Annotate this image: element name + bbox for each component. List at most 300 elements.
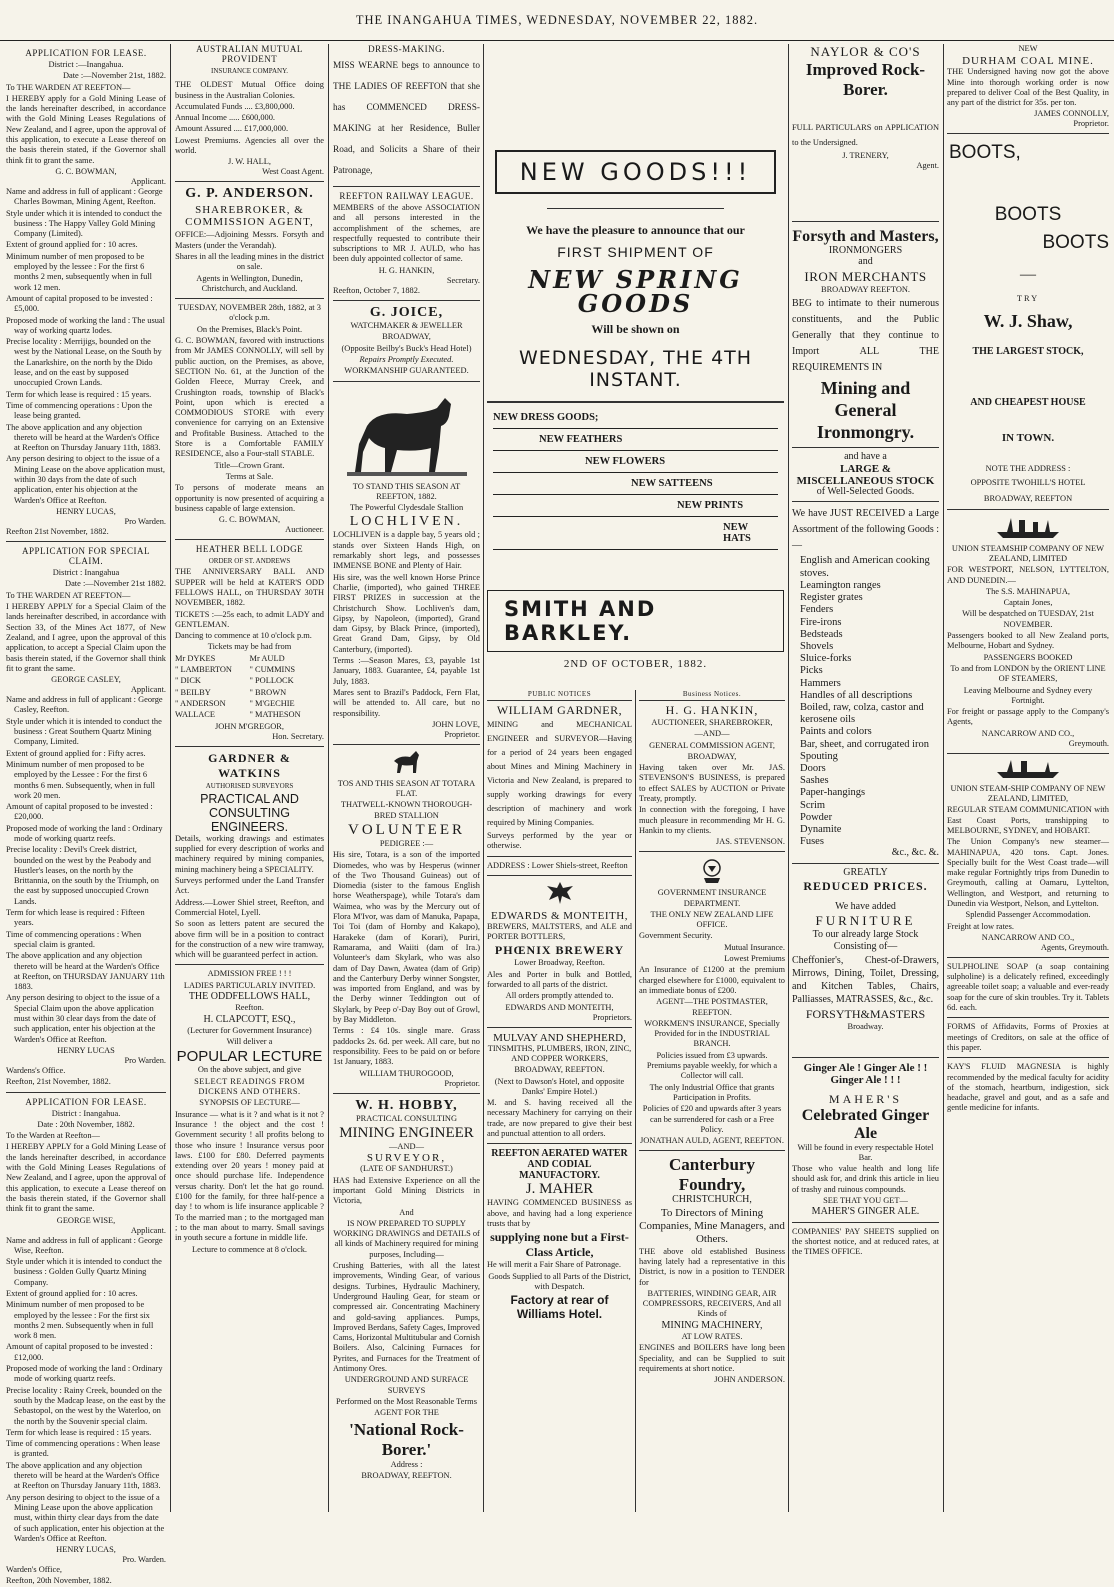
goods-item: Doors — [800, 762, 826, 774]
text: District :—Inangahua. — [48, 60, 124, 69]
lease-detail: Term for which lease is required : 15 years. — [6, 389, 152, 399]
text: UNION STEAMSHIP COMPANY OF NEW ZEALAND, LIMITED — [951, 543, 1105, 563]
text: WORKMEN'S INSURANCE, Specially Provided for in the INDUSTRIAL BRANCH. — [644, 1018, 780, 1049]
text: The S.S. MAHINAPUA, — [986, 586, 1070, 596]
steamship-icon — [947, 514, 1109, 540]
lease-detail: Proposed mode of working the land : The usual way of working quartz lodes. — [6, 315, 165, 335]
text: The only Industrial Office that grants Participation in Profits. — [649, 1082, 775, 1102]
lease-detail: Name and address in full of applicant : George Wise, Reefton. — [6, 1235, 163, 1255]
text: KAY'S FLUID MAGNESIA is highly recommended by the medical faculty for acidity of the stomach, heartburn, indigestion, sick headache, gravel and gout, and as a safe and gentle medicine for infants. — [947, 1062, 1109, 1113]
signature: Secretary. — [446, 275, 480, 285]
goods-item: Sashes — [800, 775, 829, 787]
text: and — [858, 256, 873, 268]
text: We have JUST RECEIVED a Large Assortment of the following Goods :— — [792, 508, 939, 552]
text: Tickets may be had from — [207, 642, 292, 652]
text: COMPANIES' PAY SHEETS supplied on the shortest notice, and at reduced rates, at the TIMES OFFICE. — [792, 1226, 939, 1257]
signature: Greymouth. — [1068, 738, 1109, 748]
factory-title: REEFTON AERATED WATER AND CODIAL MANUFACTORY. — [491, 1148, 628, 1182]
ticket-seller: Mr DYKES — [175, 653, 216, 663]
new-goods-line: NEW SATTEENS — [493, 473, 778, 495]
ticket-sellers — [175, 654, 324, 722]
railway-title: REEFTON RAILWAY LEAGUE. — [339, 191, 474, 201]
goods-item: Hammers — [800, 677, 841, 689]
text: Date :—November 21st 1882. — [65, 579, 166, 589]
divider — [175, 964, 324, 965]
text: Splendid Passenger Accommodation. — [965, 910, 1091, 920]
signature: JOHN ANDERSON. — [714, 1375, 785, 1385]
text: THE above old established Business having lately had a representative in this District, is now in a position to TENDER for — [639, 1246, 785, 1287]
text: Lower Broadway, Reefton. — [514, 958, 605, 968]
ticket-seller: " DICK — [175, 676, 201, 686]
text: To THE WARDEN AT REEFTON— — [6, 82, 131, 92]
goods-item: Picks — [800, 665, 823, 677]
claim-detail: Time of commencing operations : When special claim is granted. — [6, 929, 142, 949]
text: I HEREBY apply for a Gold Mining Lease of the lands hereinafter described, in accordance with the Gold Mining Leases Regulations of New Zealand, and I agree, upon the approval of this application, to execute a Lease thereof on the basis therein stated, if the Governor shall think fit to grant the same. — [6, 93, 166, 165]
text: BREWERS, MALTSTERS, and ALE and PORTER BOTTLERS, — [487, 921, 632, 942]
claim-detail: Name and address in full of applicant : George Casley, Reefton. — [6, 695, 163, 715]
text: Reefton, October 7, 1882. — [333, 285, 420, 295]
text: Details, working drawings and estimates supplied for every description of works and machinery required by mining companies, mining machinery being a SPECIALITY. — [175, 833, 324, 874]
lease-detail: Style under which it is intended to conduct the business : Golden Gully Quartz Mining Company. — [6, 1257, 162, 1287]
lease-detail: Amount of capital proposed to be invested : £5,000. — [6, 293, 153, 314]
masthead: THE INANGAHUA TIMES, WEDNESDAY, NOVEMBER 22, 1882. — [0, 0, 1114, 41]
crest-icon — [639, 856, 785, 884]
text: To THE WARDEN AT REEFTON— — [6, 590, 131, 600]
text: MINING and MECHANICAL ENGINEER and SURVEYOR—Having for a period of 24 years been engaged about Mines and Mining Machinery in Victoria and New Zealand, is prepared to supply working drawings for every description of machinery and work required by Mining Companies. — [487, 720, 632, 827]
text: HAS had Extensive Experience on all the important Gold Mining Districts in Victoria, — [333, 1175, 480, 1206]
divider — [487, 1143, 632, 1144]
text: of Well-Selected Goods. — [816, 486, 915, 498]
text: Leaving Melbourne and Sydney every Fortnight. — [963, 685, 1093, 705]
text: TUESDAY, NOVEMBER 28th, 1882, at 3 o'clock p.m. — [178, 303, 321, 323]
new-goods-line: NEW PRINTS — [493, 495, 778, 517]
ticket-seller: WALLACE — [175, 710, 216, 720]
divider — [333, 744, 480, 745]
iron-merchants: IRON MERCHANTS — [804, 268, 927, 284]
column-1 — [6, 44, 166, 1586]
maher-name: J. MAHER — [525, 1181, 594, 1198]
divider — [6, 1092, 166, 1093]
signature: HENRY LUCAS — [57, 1045, 115, 1055]
mining-engineer: MINING ENGINEER — [339, 1124, 474, 1141]
text: THE Undersigned having now got the above Mine into thorough working order is now prepared to deliver Coal of the Best Quality, in any part of the district for 35s. per ton. — [947, 67, 1109, 108]
text: THE ANNIVERSARY BALL AND SUPPER will be held at KATER'S ODD FELLOWS HALL, on THURSDAY 30TH NOVEMBER, 1882. — [175, 567, 324, 608]
cheapest-house: AND CHEAPEST HOUSE — [970, 396, 1086, 408]
goods-item: Register grates — [800, 592, 863, 604]
furniture-heading: FURNITURE — [815, 913, 916, 929]
column-6 — [639, 690, 785, 1512]
text: H. CLAPCOTT, ESQ., — [203, 1013, 296, 1025]
text: Passengers booked to all New Zealand ports, Melbourne, Hobart and Sydney. — [947, 631, 1109, 651]
lease-detail: Name and address in full of applicant : George Charles Bowman, Mining Agent, Reefton. — [6, 186, 163, 207]
text: All orders promptly attended to. — [505, 991, 614, 1001]
text: I HEREBY APPLY for a Gold Mining Lease of the lands hereinafter described, in accordance with the Gold Mining Leases Regulations of New Zealand, and I agree, upon the approval of this application, to execute a Lease thereof on the basis therein stated, if the Governor shall think fit to grant the same. — [6, 1142, 166, 1214]
goods-item: Dynamite — [800, 823, 842, 835]
text: REGULAR STEAM COMMUNICATION with East Coast Ports, transhipping to MELBOURNE, SYDNEY, and HOBART. — [947, 805, 1109, 835]
text: BATTERIES, WINDING GEAR, AIR COMPRESSORS, RECEIVERS, And all Kinds of — [642, 1288, 782, 1319]
foundry-name: Canterbury Foundry, — [669, 1155, 755, 1195]
divider — [947, 1017, 1109, 1018]
text: (Next to Dawson's Hotel, and opposite Danks' Empire Hotel.) — [494, 1076, 625, 1096]
signature: Proprietors. — [592, 1012, 632, 1022]
public-notices-label: PUBLIC NOTICES — [527, 690, 592, 698]
text: NEW — [1018, 44, 1038, 53]
durham-coal-title: DURHAM COAL MINE. — [962, 55, 1094, 68]
text: Title—Crown Grant. — [214, 460, 285, 470]
special-claim-title: APPLICATION FOR SPECIAL CLAIM. — [21, 546, 151, 567]
text: UNDERGROUND AND SURFACE SURVEYS — [344, 1375, 469, 1395]
first-class-article: supplying none but a First-Class Article, — [490, 1230, 629, 1260]
lease-detail: The above application and any objection thereto will be heard at the Warden's Office at Reefton on Thursday January 11th, 1883. — [6, 422, 161, 453]
text: and have a — [844, 450, 887, 462]
claim-detail: Extent of ground applied for : Fifty acres. — [6, 748, 146, 758]
text: On the above subject, and give — [197, 1065, 302, 1075]
text: District : Inangahua — [52, 568, 120, 578]
column-rule — [788, 44, 789, 1512]
goods-item: Paints and colors — [800, 726, 872, 738]
text: The Powerful Clydesdale Stallion — [349, 503, 464, 513]
divider — [547, 208, 724, 209]
steamship-icon — [947, 758, 1109, 780]
lease-detail: Precise locality : Rainy Creek, bounded on the south by the Madcap lease, on the east by the Sebastopol, on the west by the Waterloo, on the north by the Souvenir special claim. — [6, 1385, 166, 1426]
fm-signature: FORSYTH&MASTERS — [805, 1007, 926, 1022]
text: ADMISSION FREE ! ! ! — [207, 969, 292, 979]
text: An Insurance of £1200 at the premium charged elsewhere for £1000, equivalent to an immediate bonus of £200. — [639, 965, 785, 995]
text: Wardens's Office. — [6, 1065, 66, 1075]
text: MAHER'S GINGER ALE. — [811, 1206, 920, 1218]
divider — [792, 221, 939, 222]
boots-1: BOOTS, — [949, 142, 1021, 164]
divider — [6, 541, 166, 542]
goods-item: Paper-hangings — [800, 787, 866, 799]
horse-illustration — [333, 386, 480, 478]
amp-figure: Annual Income ..... £600,000. — [175, 113, 276, 123]
text: MINING MACHINERY, — [661, 1319, 763, 1331]
signature: Pro Warden. — [124, 1055, 166, 1065]
text: TRY — [1016, 294, 1040, 304]
column-rule — [635, 690, 636, 1512]
popular-lecture: POPULAR LECTURE — [176, 1048, 323, 1066]
reduced-prices: REDUCED PRICES. — [803, 878, 928, 893]
text: IS NOW PREPARED TO SUPPLY WORKING DRAWINGS and DETAILS of all kinds of Machinery required for mining purposes, Including— — [333, 1218, 480, 1259]
text: Government Security. — [639, 931, 713, 941]
signature: Pro. Warden. — [122, 1555, 166, 1565]
lease-detail: Any person desiring to object to the issue of a Mining Lease on the above application must, within 30 days from the date of such application, enter his objection at the Warden's Office at Reefton. — [6, 454, 165, 505]
text: Policies issued from £3 upwards. Premiums payable weekly, for which a Collector will call. — [646, 1050, 778, 1081]
lease-detail: Extent of ground applied for : 10 acres. — [6, 1288, 138, 1298]
text: —AND— — [694, 729, 730, 739]
text: LADIES PARTICULARLY INVITED. — [183, 980, 316, 990]
brewery-name: PHŒNIX BREWERY — [494, 943, 625, 958]
new-goods-line: NEW FLOWERS — [493, 451, 778, 473]
column-rule — [328, 44, 329, 1512]
text: Agents in Wellington, Dunedin, Christchurch, and Auckland. — [196, 273, 303, 293]
text: CHRISTCHURCH, — [672, 1194, 752, 1206]
column-5 — [487, 690, 632, 1512]
text: PRACTICAL CONSULTING — [355, 1113, 458, 1123]
text: PASSENGERS BOOKED — [983, 652, 1073, 662]
text: Broadway. — [847, 1022, 884, 1032]
text: Shares in all the leading mines in the district on sale. — [175, 251, 324, 272]
text: GOVERNMENT INSURANCE DEPARTMENT. — [657, 888, 767, 908]
signature: GEORGE CASLEY, — [51, 675, 121, 685]
text: To and from LONDON by the ORIENT LINE OF STEAMERS, — [950, 663, 1106, 684]
text: TINSMITHS, PLUMBERS, IRON, ZINC, AND COPPER WORKERS, — [487, 1043, 632, 1063]
new-goods-line: NEW FEATHERS — [493, 429, 778, 451]
signature: JAMES CONNOLLY, — [1034, 109, 1109, 119]
signature: J. TRENERY, — [842, 151, 889, 160]
text: PEDIGREE :— — [379, 838, 434, 848]
first-shipment: FIRST SHIPMENT OF — [557, 244, 714, 260]
text: Surveys performed by the year or otherwise. — [487, 831, 632, 851]
signature: G. C. BOWMAN, — [218, 515, 281, 525]
em-name: EDWARDS & MONTEITH, — [491, 909, 628, 922]
naylor-title: NAYLOR & CO'S — [810, 44, 921, 59]
divider — [639, 700, 785, 701]
signature: J. W. HALL, — [227, 157, 272, 167]
text: To our already large Stock Consisting of— — [812, 929, 919, 953]
text: BROADWAY, REEFTON. — [514, 1065, 605, 1075]
ms-name: MULVAY AND SHEPHERD, — [493, 1031, 626, 1044]
text: Those who value health and long life should ask for, and drink this article in lieu of trashy and ruinous compounds. — [792, 1164, 939, 1194]
text: AUTHORISED SURVEYORS — [205, 781, 294, 790]
text: (LATE OF SANDHURST.) — [360, 1164, 453, 1174]
lodge-title: HEATHER BELL LODGE — [195, 544, 304, 555]
new-goods-ad — [487, 44, 784, 684]
text: SULPHOLINE SOAP (a soap containing sulpholine) is a delicately refined, exceedingly agreeable toilet soap; a valuable and ever-ready soap for the cure of skin troubles. Try it. Tablets 6d. each. — [947, 961, 1109, 1013]
text: Will be despatched on TUESDAY, 21st NOVEMBER. — [962, 609, 1094, 629]
divider — [792, 447, 939, 448]
text: WATCHMAKER & JEWELLER — [350, 321, 463, 331]
goods-item: Bar, sheet, and corrugated iron — [800, 738, 930, 750]
text: FULL PARTICULARS on APPLICATION to the Undersigned. — [792, 123, 939, 147]
text: JONATHAN AULD, AGENT, REEFTON. — [640, 1136, 784, 1146]
divider — [947, 1057, 1109, 1058]
text: THE ODDFELLOWS HALL, — [188, 991, 311, 1002]
claim-detail: Precise locality : Devil's Creek district, bounded on the west by the Peabody and Hustler's leases, on the north by the Brittannia, on the south by the Triumph, on the east by supposed unoccupied Crown Lands. — [6, 845, 159, 906]
signature: Proprietor. — [444, 1078, 480, 1088]
new-goods-line: NEW HATS — [493, 517, 778, 550]
factory-location: Factory at rear of Williams Hotel. — [510, 1293, 609, 1322]
claim-detail: Style under which it is intended to conduct the business : Great Southern Quartz Mining Company, Limited. — [6, 716, 162, 747]
firm-banner — [487, 590, 784, 652]
text: He will merit a Fair Share of Patronage. — [487, 1260, 621, 1270]
divider — [639, 851, 785, 852]
text: AGENT—THE POSTMASTER, REEFTON. — [656, 997, 768, 1017]
text: Date :—November 21st, 1882. — [62, 71, 166, 81]
text: Lecture to commence at 8 o'clock. — [192, 1244, 307, 1254]
text: District : Inangahua. — [51, 1108, 121, 1118]
text: Lowest Premiums — [724, 954, 785, 964]
divider — [333, 1093, 480, 1094]
text: Performed on the Most Reasonable Terms — [336, 1396, 477, 1406]
text: Will deliver a — [226, 1037, 273, 1047]
text: SEE THAT YOU GET— — [823, 1196, 908, 1206]
dress-title: DRESS-MAKING. — [368, 44, 445, 54]
ginger-ale-title: Ginger Ale ! Ginger Ale ! ! Ginger Ale ! ! ! — [803, 1061, 928, 1086]
divider — [792, 1222, 939, 1223]
text: On the Premises, Black's Point. — [196, 324, 303, 334]
goods-item: Bedsteads — [800, 628, 843, 640]
announce-text: We have the pleasure to announce that our — [526, 223, 745, 237]
text: Policies of £20 and upwards after 3 years can be surrendered for cash or a Free Policy. — [642, 1104, 782, 1134]
volunteer-name: VOLUNTEER — [348, 821, 465, 838]
text: Reefton, 20th November, 1882. — [6, 1576, 112, 1586]
goods-item: Scrim — [800, 799, 826, 811]
eagle-icon — [487, 880, 632, 906]
signature: JAS. STEVENSON. — [715, 837, 785, 847]
text: We have added — [835, 900, 896, 912]
signature: Hon. Secretary. — [272, 731, 324, 741]
text: Mares sent to Brazil's Paddock, Fern Flat, will be attended to. All care, but no responsibility. — [333, 687, 480, 718]
text: Cheffonier's, Chest-of-Drawers, Mirrows, Dining, Toilet, Dressing, and Kitchen Tables, Chairs, Palliasses, MATRASSES, &c., &c. — [792, 955, 939, 1006]
lease-detail: Amount of capital proposed to be invested : £12,000. — [6, 1342, 153, 1362]
signature: NANCARROW AND CO., — [981, 932, 1075, 942]
anderson-name: G. P. ANDERSON. — [185, 186, 314, 202]
divider — [487, 875, 632, 876]
column-rule — [483, 44, 484, 1512]
text: BROADWAY, REEFTON — [983, 494, 1073, 504]
text: IRONMONGERS — [828, 245, 903, 256]
text: Reefton, 21st November, 1882. — [6, 1077, 111, 1087]
text: ADDRESS : Lower Shiels-street, Reefton — [487, 860, 628, 870]
divider — [487, 401, 784, 403]
text: TO STAND THIS SEASON AT REEFTON, 1882. — [352, 481, 461, 501]
divider — [175, 539, 324, 540]
goods-item: Handles of all descriptions — [800, 689, 913, 701]
text: WORKMANSHIP GUARANTEED. — [344, 366, 469, 376]
signature: Applicant. — [130, 1225, 166, 1235]
signature: Agents, Greymouth. — [1040, 942, 1109, 952]
divider — [175, 298, 324, 299]
lease-detail: Minimum number of men proposed to be employed by the lessee : For the first six months 2 men. Subsequently when in full work 8 men. — [6, 1300, 154, 1341]
lease-detail: Time of commencing operations : When lease is granted. — [6, 1439, 160, 1459]
divider — [947, 133, 1109, 134]
gw-big: PRACTICAL AND CONSULTING ENGINEERS. — [200, 791, 299, 834]
column-8: NEW DURHAM COAL MINE. THE Undersigned having now got the above Mine into thorough working order is now prepared to deliver Coal of the Best Quality, in any part of the district for 35s. per ton. JAMES CONNOLLY, Proprietor. BOOTS, BOOTS BOOTS — TRY W. J. Shaw, THE LARGEST STOCK, AND CHEAPEST HOUSE IN TOWN. NOTE THE ADDRESS : OPPOSITE TWOHILL'S HOTEL BROADWAY, REEFTON UNION STEAMSHIP COMPANY OF NEW ZEALAND, LIMITED FOR WESTPORT, NELSON, LYTTELTON, AND DUNEDIN.— The S.S. MAHINAPUA, Captain Jones, Will be despatched on TUESDAY, 21st NOVEMBER. Passengers booked to all New Zealand ports, Melbourne, Hobart and Sydney. PASSENGERS BOOKED To and from LONDON by the ORIENT LINE OF STEAMERS, Leaving Melbourne and Sydney every Fortnight. For freight or passage apply to the Company's Agents, NANCARROW AND CO., Greymouth. UNION STEAM-SHIP COMPANY OF NEW ZEALAND, LIMITED, REGULAR STEAM COMMUNICATION with East Coast Ports, transhipping to MELBOURNE, SYDNEY, and HOBART. The Union Company's new steamer— MAHINAPUA, 420 tons. Capt. Jones. Specially built for the West Coast trade—will make regular Fortnightly trips from Dunedin to Greymouth, calling at Oamaru, Lyttelton, Wellington, and Westport, and returning to Dunedin via Westport, Nelson, and Lyttelton. Splendid Passenger Accommodation. Freight at low rates. NANCARROW AND CO., Agents, Greymouth. SULPHOLINE SOAP (a soap containing sulpholine) is a delicately refined, exceedingly agreeable toilet soap; a valuable and ever-ready soap for the cure of skin troubles. Try it. Tablets 6d. each. FORMS of Affidavits, Forms of Proxies at meetings of Creditors, on sale at the office of this paper. KAY'S FLUID MAGNESIA is highly recommended by the medical faculty for acidity of the stomach, heartburn, indigestion, sick headache, gravel and gout, and as a safe and gentle medicine for infants. — [947, 44, 1109, 1113]
text: So soon as letters patent are secured the above firm will be in a position to contract for the construction of a new wire tramway, which will be guaranteed perfect in action. — [175, 919, 324, 960]
column-7 — [792, 44, 939, 1512]
text: Address.—Lower Shiel street, Reefton, and Commercial Hotel, Lyell. — [175, 897, 324, 917]
text: BROADWAY, — [382, 332, 431, 342]
lease-detail: Any person desiring to object to the issue of a Mining Lease upon the above application must, within thirty clear days from the date of such application, enter his objection at the Warden's Office at Reefton. — [6, 1492, 165, 1543]
text: I HEREBY APPLY for a Special Claim of the lands hereinafter described, in accordance with Section 33, of the Mines Act 1877, of New Zealand, and I agree, upon the approval of this application, to accept a Special Claim upon the basis therein stated, if the Governor shall think fit to grant the same. — [6, 602, 166, 673]
text: MEMBERS of the above ASSOCIATION and all persons interested in the accomplishment of the schemes, are respectfully requested to contribute their subscriptions to MR J. AULD, who has been duly appointed collector of same. — [333, 203, 480, 264]
goods-item: Sluice-forks — [800, 653, 852, 665]
goods-item: Fuses — [800, 836, 824, 848]
signature: G. C. BOWMAN, — [55, 166, 117, 176]
text: OPPOSITE TWOHILL'S HOTEL — [970, 478, 1086, 488]
text: Ales and Porter in bulk and Bottled, forwarded to all parts of the district. — [487, 969, 632, 990]
ticket-seller: Mr AULD — [249, 653, 285, 663]
ticket-seller: " ANDERSON — [175, 698, 226, 708]
divider — [175, 181, 324, 182]
signature: Proprietor. — [1073, 119, 1109, 129]
text: Captain Jones, — [1003, 598, 1053, 608]
divider — [487, 700, 632, 701]
ticket-seller: " BEILBY — [175, 687, 211, 697]
signature: Applicant. — [130, 176, 166, 186]
divider — [175, 746, 324, 747]
signature: WILLIAM THUROGOOD, — [359, 1068, 454, 1078]
text: For freight or passage apply to the Company's Agents, — [947, 707, 1109, 727]
goods-item: Shovels — [800, 640, 834, 652]
lease-detail: Term for which lease is required : 15 years. — [6, 1427, 152, 1437]
text: Mutual Insurance. — [724, 942, 785, 952]
text: GREATLY — [843, 866, 888, 878]
text: Terms :—Season Mares, £3, payable 1st January, 1883. Guarantee, £4, payable 1st July, 1883. — [333, 656, 480, 686]
shaw-name: W. J. Shaw, — [983, 310, 1073, 331]
text: BROADWAY, REEFTON. — [361, 1470, 452, 1480]
text: (Opposite Beilby's Buck's Head Hotel) — [341, 343, 472, 353]
spring-goods-heading: NEW SPRING GOODS — [528, 265, 743, 318]
small-horse-icon — [333, 749, 480, 775]
text: Having taken over Mr. JAS. STEVENSON'S BUSINESS, is prepared to effect SALES by AUCTION or Private Treaty, promptly. — [639, 763, 785, 804]
text: His sire, was the well known Horse Prince Charlie, (imported), who gained THREE FIRST PRIZES in succession at the Christchurch Show. Lochliven's dam, Gipsy, by Napoleon, (imported), Grand dam Gipsy, by Black Prince, (imported), Great Grand Dam, Gipsy, by Old Canterbury, (imported). — [333, 572, 480, 654]
divider — [947, 753, 1109, 754]
boots-2: BOOTS — [994, 204, 1062, 226]
text: OFFICE:—Adjoining Messrs. Forsyth and Masters (under the Verandah). — [175, 230, 324, 250]
text: AT LOW RATES. — [681, 1332, 743, 1342]
signature: HENRY LUCAS, — [56, 506, 116, 516]
text: BEG to intimate to their numerous constituents, and the Public Generally that they continue to Import ALL THE REQUIREMENTS IN — [792, 297, 939, 373]
text: And — [399, 1207, 414, 1217]
lease-detail: Time of commencing operations : Upon the lease being granted. — [6, 400, 153, 421]
text: AGENT FOR THE — [374, 1408, 439, 1418]
text: Reefton 21st November, 1882. — [6, 526, 109, 536]
divider — [333, 186, 480, 187]
new-goods-banner: NEW GOODS!!! — [495, 150, 776, 194]
text: Lowest Premiums. Agencies all over the world. — [175, 135, 324, 156]
text: The Union Company's new steamer— MAHINAPUA, 420 tons. Capt. Jones. Specially built for the West Coast trade—will make regular Fortnightly trips from Dunedin to Greymouth, calling at Oamaru, Lyttelton, Wellington, and Westport, and returning to Dunedin via Westport, Nelson, and Lyttelton. — [947, 837, 1109, 908]
text: To Directors of Mining Companies, Mine Managers, and Others. — [639, 1206, 785, 1245]
mining-ironmongry: Mining and General Ironmongry. — [816, 377, 915, 442]
signature: Pro Warden. — [124, 516, 166, 526]
divider — [639, 1150, 785, 1151]
divider — [947, 957, 1109, 958]
divider — [792, 501, 939, 502]
text: Warden's Office, — [6, 1565, 63, 1575]
text: His sire, Totara, is a son of the imported Diomedes, who was by Hesperus (winner of the Two Thousand Guineas) out of Diomedia (sister to the famous English horse Weatherspage), while Totara's dam Waimea, who was by the Mercury out of Flora M'Ivor, was dam of Manuka, Papapa, Toi Toi (dam of Hornby and Kakapo), Harakeke (dam of Korari), Puriri, Ramarama, and Waiiti (dam of Ira.) Volunteer's dam Skylark, who was also dam of Day Dawn, Awatea (dam of Grip) and the Canterbury Derby winner Songster, was imported from England, and was by the Derby winner Teddington out of Skylark, by Peep o'-Day Boy out of Growl, by Bay Middleton. — [333, 850, 480, 1025]
text: GENERAL COMMISSION AGENT, — [649, 740, 775, 750]
divider — [792, 1057, 939, 1058]
stallion-name: LOCHLIVEN. — [349, 514, 464, 530]
text: BROADWAY, — [687, 751, 737, 761]
largest-stock: THE LARGEST STOCK, — [972, 345, 1084, 357]
column-3 — [333, 44, 480, 1512]
signature: NANCARROW AND CO., — [981, 728, 1075, 738]
text: TOS AND THIS SEASON AT TOTARA FLAT. — [337, 778, 476, 799]
text: Will be found in every respectable Hotel Bar. — [797, 1142, 934, 1162]
text: Repairs Promptly Executed. — [359, 354, 454, 364]
claim-detail: The above application and any objection thereto will be heard at the Warden's Office at Reefton, on THURSDAY JANUARY 11th 1883. — [6, 951, 165, 992]
lease-detail: Minimum number of men proposed to be employed by the lessee : For the first 6 months 2 men, subsequently when in full work 12 men. — [6, 251, 152, 292]
text: MISS WEARNE begs to announce to THE LADIES OF REEFTON that she has COMMENCED DRESS-MAKING at her Residence, Buller Road, and Solicits a Share of their Patronage, — [333, 61, 480, 176]
text: SELECT READINGS FROM DICKENS AND OTHERS. — [194, 1076, 305, 1097]
signature: West Coast Agent. — [262, 167, 324, 177]
hankin-name: H. G. HANKIN, — [665, 703, 759, 717]
text: INSURANCE COMPANY. — [210, 67, 289, 75]
amp-figure: Amount Assured .... £17,000,000. — [175, 124, 289, 134]
gw-title: GARDNER & WATKINS — [208, 750, 291, 780]
lease-detail: Style under which it is intended to conduct the business : The Happy Valley Gold Mining Company (Limited). — [6, 208, 162, 239]
divider — [333, 381, 480, 382]
ginger-ale-name: Celebrated Ginger Ale — [801, 1106, 930, 1142]
signature: GEORGE WISE, — [56, 1215, 116, 1225]
ticket-seller: " POLLOCK — [249, 676, 294, 686]
text: THE OLDEST Mutual Office doing business in the Australian Colonies. — [175, 80, 324, 100]
claim-detail: Amount of capital proposed to be invested : £20,000. — [6, 802, 153, 822]
